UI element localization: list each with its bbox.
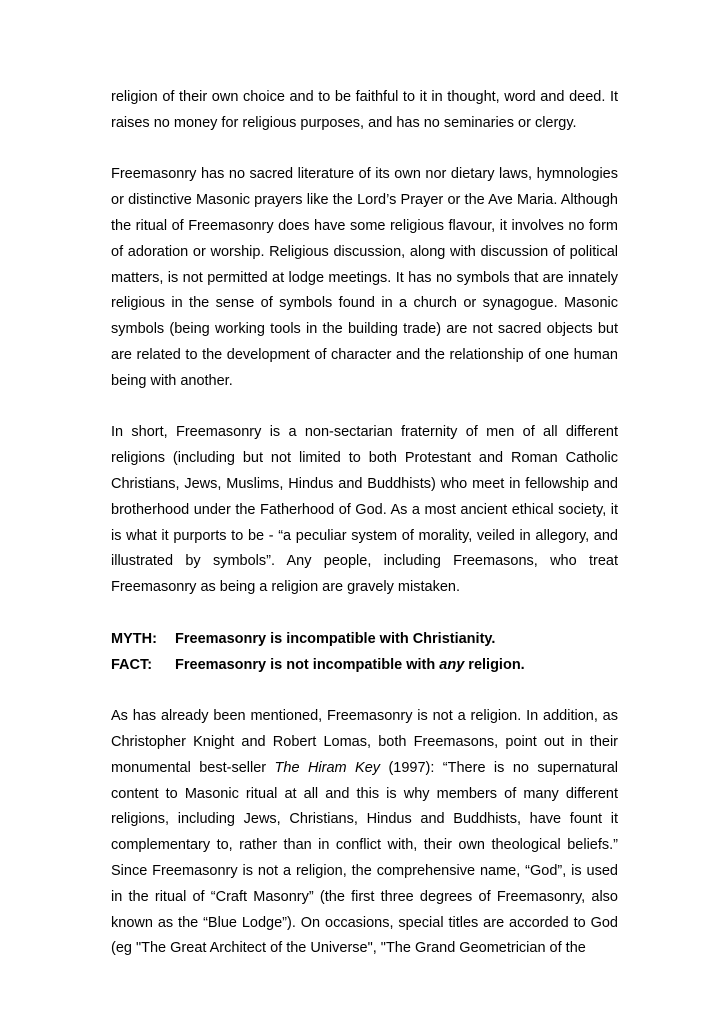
paragraph-religion-choice: religion of their own choice and to be faithful to it in thought, word and deed. It raises no money for religious purposes, and has no seminaries or clergy. bbox=[111, 89, 618, 131]
myth-label: MYTH: bbox=[111, 630, 157, 647]
fact-text bbox=[175, 653, 618, 679]
fact-text-after: religion. bbox=[464, 656, 525, 673]
paragraph-no-sacred-literature: Freemasonry has no sacred literature of its own nor dietary laws, hymnologies or distinctive Masonic prayers like the Lord’s Prayer or the Ave Maria. Although the ritual of Freemasonry does have some religious flavour, it involves no form of adoration or worship. Religious discussion, along with discussion of political matters, is not permitted at lodge meetings. It has no symbols that are innately religious in the sense of symbols found in a church or synagogue. Masonic symbols (being working tools in the building trade) are not sacred objects but are related to the development of character and the relationship of one human being with another. bbox=[111, 166, 618, 389]
myth-text: Freemasonry is incompatible with Christianity. bbox=[175, 630, 496, 647]
spacer bbox=[111, 601, 618, 627]
fact-text-emphasis: any bbox=[439, 656, 465, 673]
myth-row bbox=[111, 627, 618, 653]
fact-text-before: Freemasonry is not incompatible with bbox=[175, 656, 440, 673]
paragraph-hiram-key-after: (1997): “There is no supernatural content to Masonic ritual at all and this is why members of many different religions, including Jews, Christians, Hindus and Buddhists, have fount it complementary to, rather than in conflict with, their own theological beliefs.” Since Freemasonry is not a religion, the comprehensive name, “God”, is used in the ritual of “Craft Masonry” (the first three degrees of Freemasonry, also known as the “Blue Lodge”). On occasions, special titles are accorded to God (eg "The Great Architect of the Universe", "The Grand Geometrician of the bbox=[111, 759, 618, 957]
fact-row bbox=[111, 653, 618, 679]
document-page bbox=[111, 85, 618, 962]
fact-label: FACT: bbox=[111, 656, 153, 673]
paragraph-hiram-key-before: As has already been mentioned, Freemasonry is not a religion. In addition, as Christopher Knight and Robert Lomas, both Freemasons, point out in their monumental best-seller bbox=[111, 708, 618, 776]
paragraph-in-short: In short, Freemasonry is a non-sectarian fraternity of men of all different religions (including but not limited to both Protestant and Roman Catholic Christians, Jews, Muslims, Hindus and Buddhists) who meet in fellowship and brotherhood under the Fatherhood of God. As a most ancient ethical society, it is what it purports to be - “a peculiar system of morality, veiled in allegory, and illustrated by symbols”. Any people, including Freemasons, who treat Freemasonry as being a religion are gravely mistaken. bbox=[111, 424, 618, 596]
paragraph-hiram-key bbox=[111, 704, 618, 962]
book-title: The Hiram Key bbox=[274, 759, 381, 776]
spacer bbox=[111, 678, 618, 704]
